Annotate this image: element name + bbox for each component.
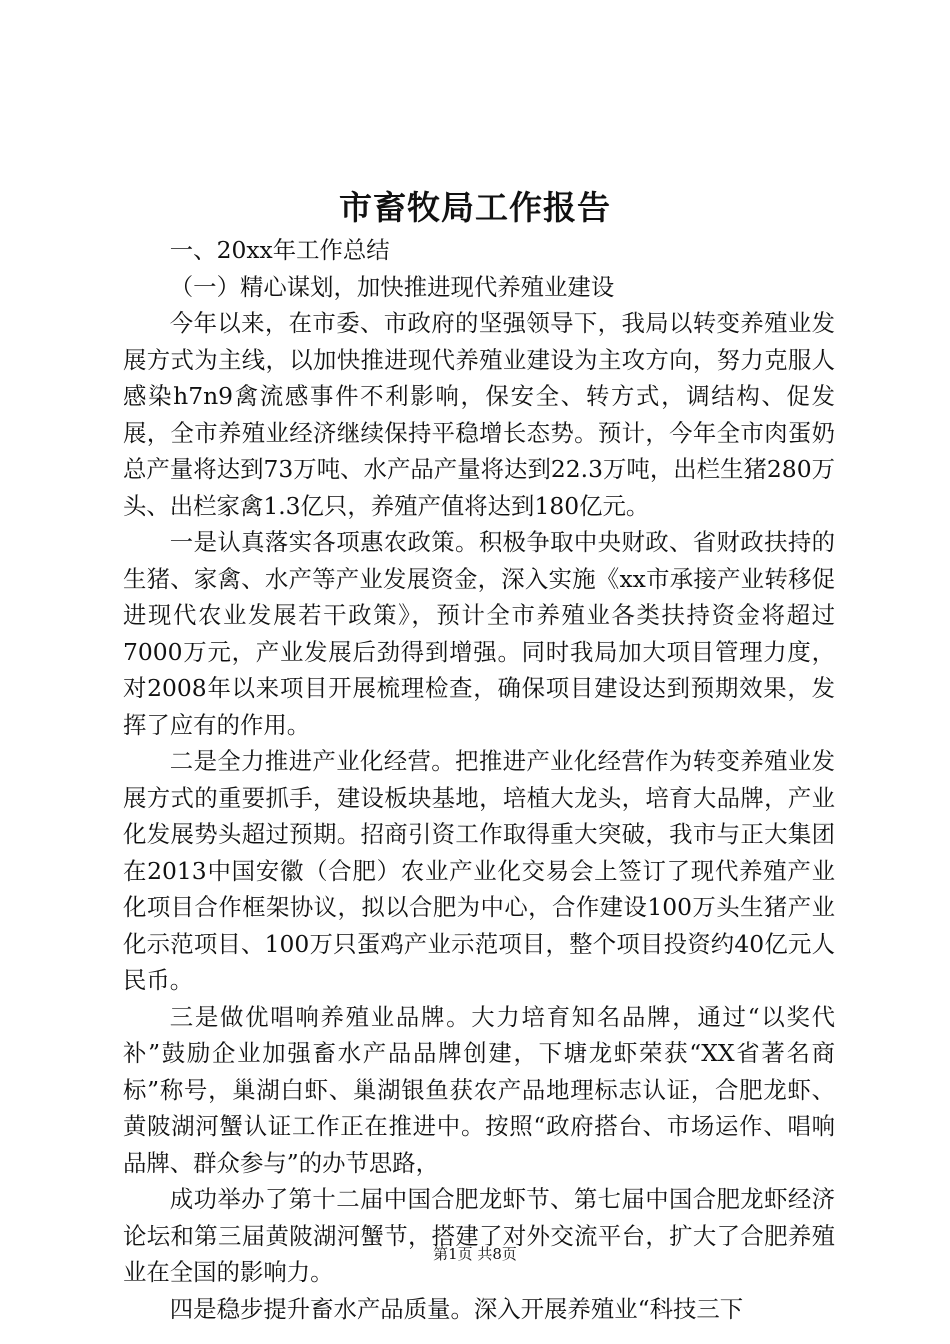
page-number: 第1页 [433,1245,473,1263]
paragraph: 三是做优唱响养殖业品牌。大力培育知名品牌，通过“以奖代补”鼓励企业加强畜水产品品牌创建，下塘龙虾荣获“XX省著名商标”称号，巢湖白虾、巢湖银鱼获农产品地理标志认证，合肥龙虾、黄陂湖河蟹认证工作正在推进中。按照“政府搭台、市场运作、唱响品牌、群众参与”的办节思路， [123,1002,835,1177]
subsection-heading: （一）精心谋划，加快推进现代养殖业建设 [169,272,615,301]
paragraph: 四是稳步提升畜水产品质量。深入开展养殖业“科技三下 [169,1294,744,1323]
paragraph: 成功举办了第十二届中国合肥龙虾节、第七届中国合肥龙虾经济论坛和第三届黄陂湖河蟹节，搭建了对外交流平台，扩大了合肥养殖业在全国的影响力。 [123,1185,835,1286]
section-heading: 一、20xx年工作总结 [169,236,390,264]
paragraph: 二是全力推进产业化经营。把推进产业化经营作为转变养殖业发展方式的重要抓手，建设板块基地，培植大龙头，培育大品牌，产业化发展势头超过预期。招商引资工作取得重大突破，我市与正大集团在2013中国安徽（合肥）农业产业化交易会上签订了现代养殖产业化项目合作框架协议，拟以合肥为中心，合作建设100万头生猪产业化示范项目、100万只蛋鸡产业示范项目，整个项目投资约40亿元人民币。 [123,747,835,994]
page-total: 共8页 [477,1245,517,1263]
document-title: 市畜牧局工作报告 [339,188,611,227]
paragraph: 一是认真落实各项惠农政策。积极争取中央财政、省财政扶持的生猪、家禽、水产等产业发展资金，深入实施《xx市承接产业转移促进现代农业发展若干政策》，预计全市养殖业各类扶持资金将超过7000万元，产业发展后劲得到增强。同时我局加大项目管理力度，对2008年以来项目开展梳理检查，确保项目建设达到预期效果，发挥了应有的作用。 [123,528,835,739]
document-body [123,232,835,1327]
paragraph: 今年以来，在市委、市政府的坚强领导下，我局以转变养殖业发展方式为主线，以加快推进现代养殖业建设为主攻方向，努力克服人感染h7n9禽流感事件不利影响，保安全、转方式，调结构、促发展，全市养殖业经济继续保持平稳增长态势。预计，今年全市肉蛋奶总产量将达到73万吨、水产品产量将达到22.3万吨，出栏生猪280万头、出栏家禽1.3亿只，养殖产值将达到180亿元。 [123,309,835,520]
page-footer [0,1244,950,1264]
